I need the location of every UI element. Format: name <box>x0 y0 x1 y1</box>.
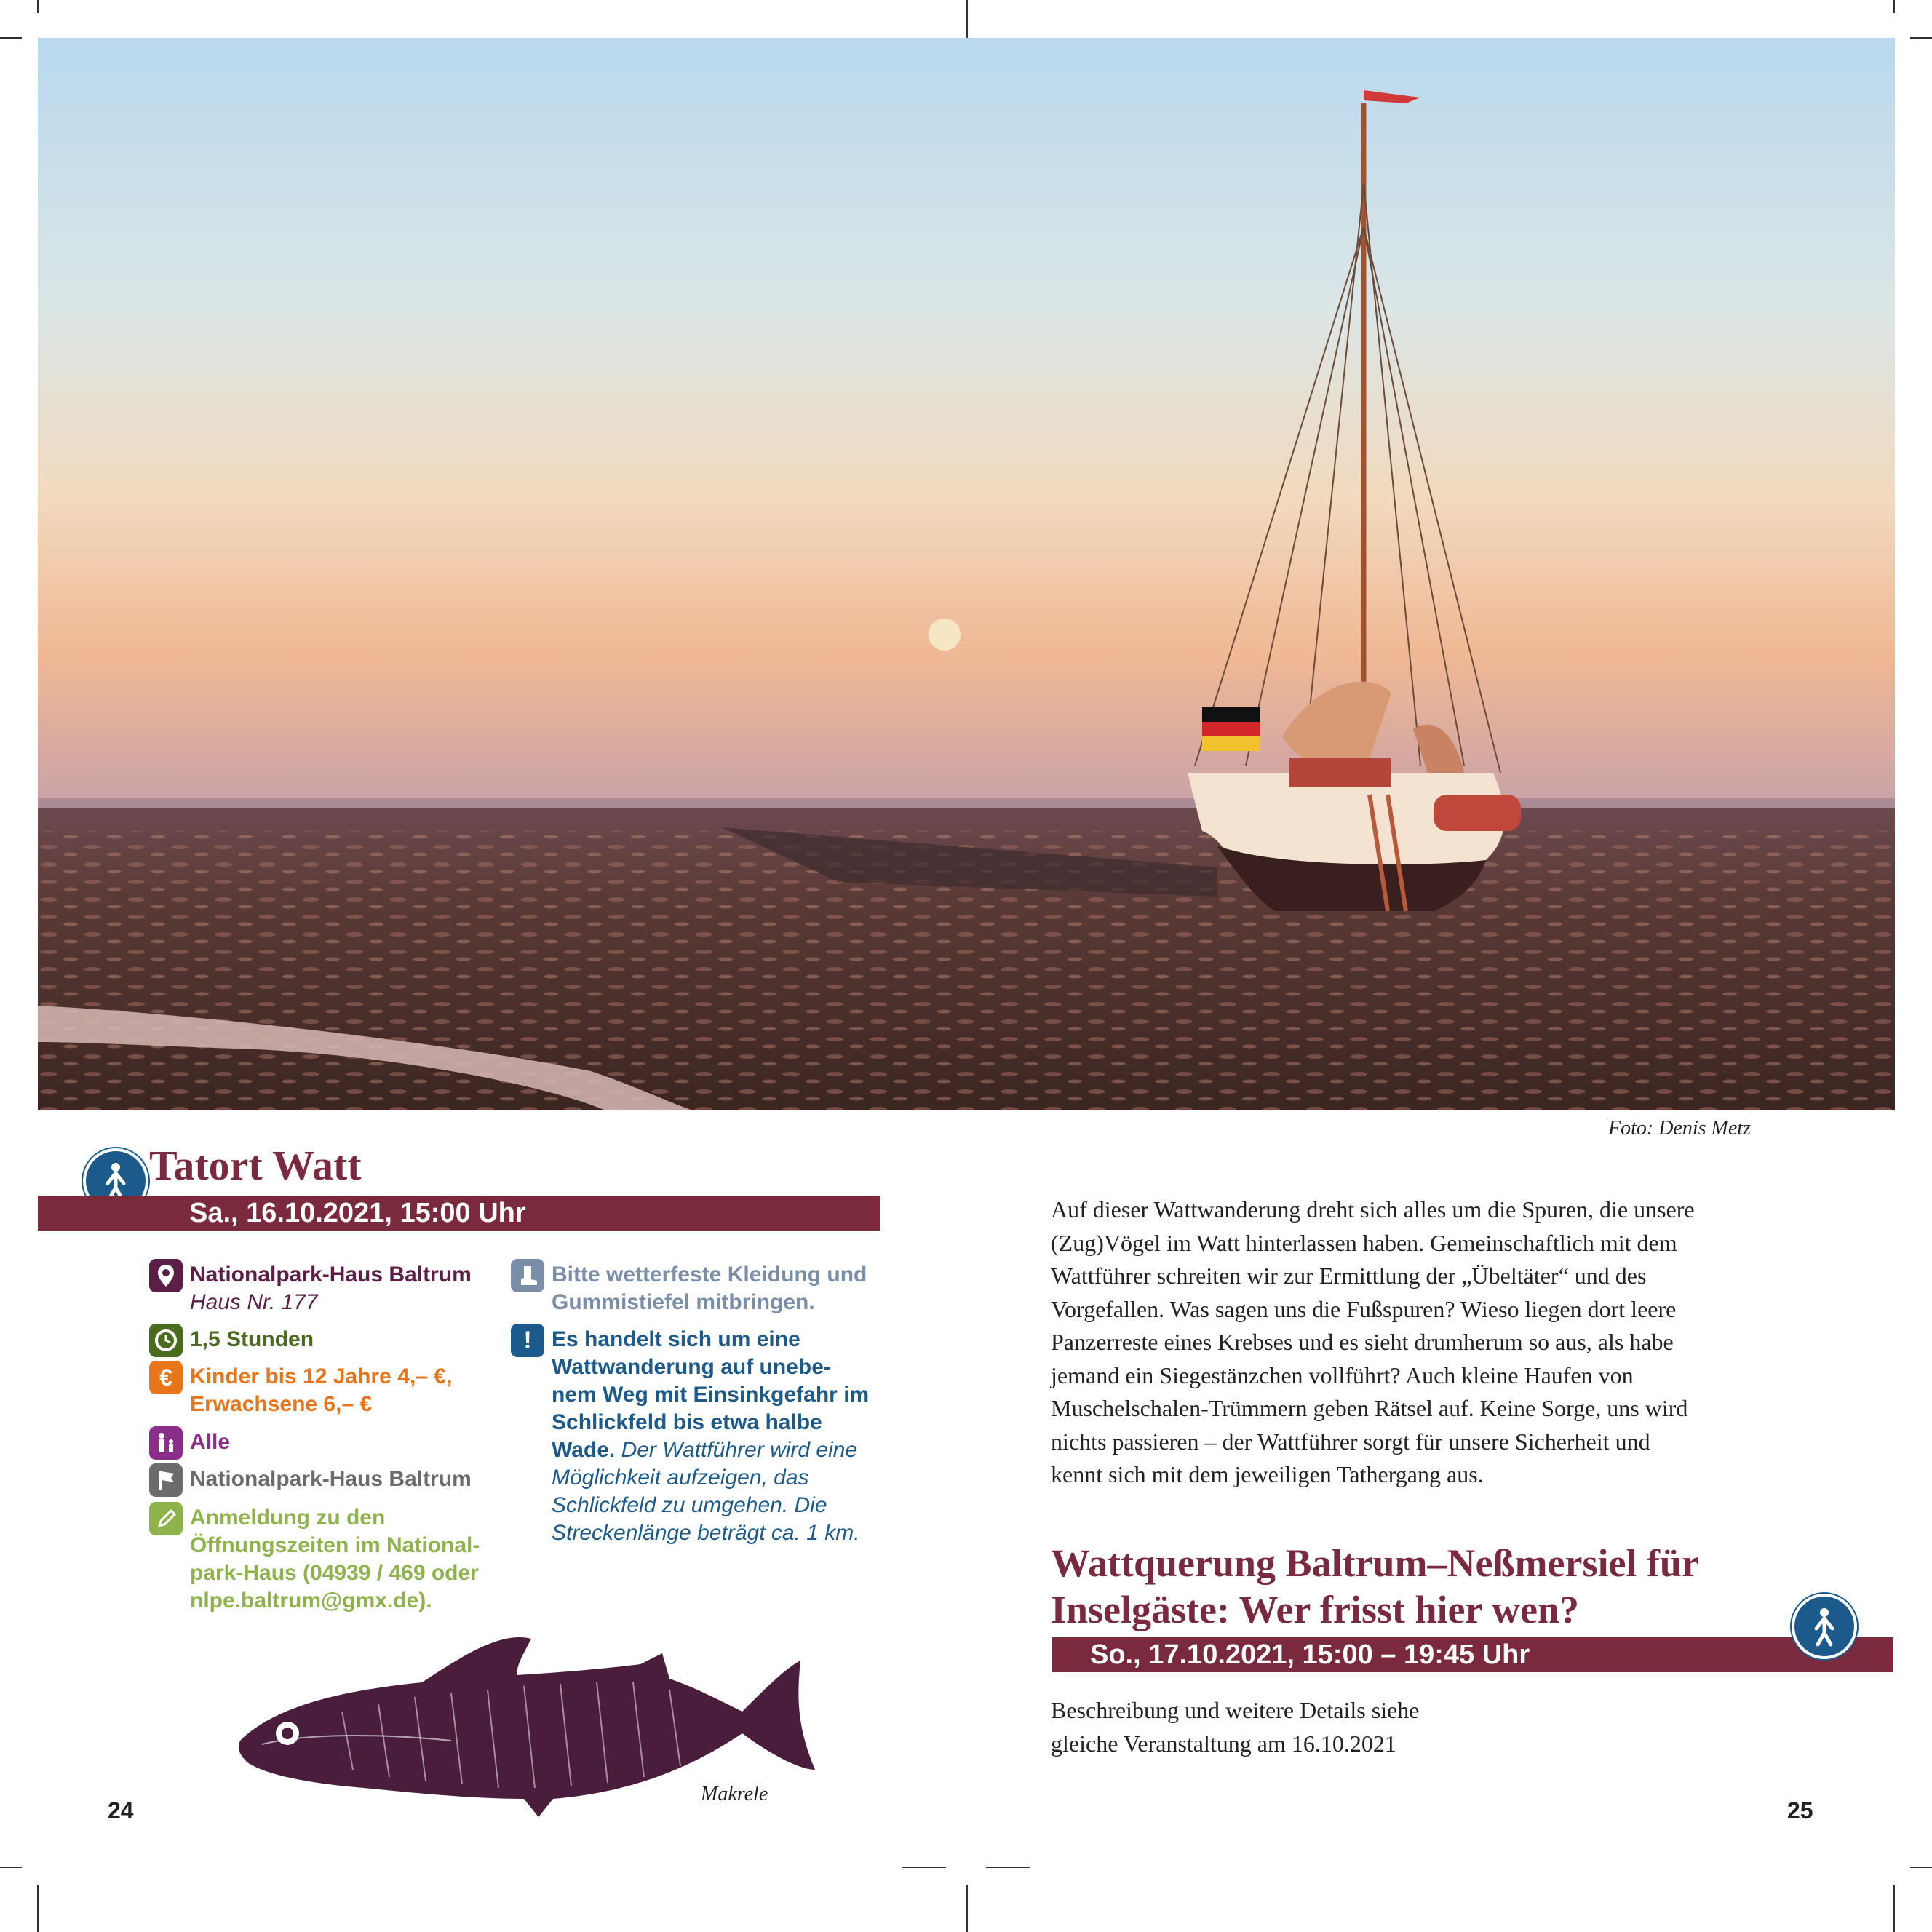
pencil-icon <box>149 1502 183 1535</box>
event2-title <box>1051 1540 1699 1633</box>
location-name: Nationalpark-Haus Baltrum <box>190 1263 472 1287</box>
equipment-info <box>511 1261 867 1316</box>
warning-line: Wattwanderung auf unebe- <box>552 1355 831 1379</box>
duration: 1,5 Stunden <box>190 1327 314 1351</box>
location-info <box>149 1261 472 1316</box>
event2-date-bar <box>1052 1637 1893 1672</box>
crop-mark <box>966 1885 968 1932</box>
warning-note: Der Wattführer wird eine <box>615 1438 858 1462</box>
warning-icon: ! <box>511 1324 544 1357</box>
crop-mark <box>1910 37 1932 39</box>
event-description <box>1051 1193 1695 1492</box>
registration-info <box>149 1504 480 1615</box>
crop-mark <box>986 1867 1030 1868</box>
event2-description <box>1051 1694 1420 1760</box>
organizer: Nationalpark-Haus Baltrum <box>190 1467 472 1491</box>
description-line: Auf dieser Wattwanderung dreht sich alles um die Spuren, die unsere <box>1051 1196 1695 1223</box>
crop-mark <box>902 1867 946 1868</box>
description-line: Wattführer schreiten wir zur Ermittlung der „Übeltäter“ und des <box>1051 1263 1647 1289</box>
event2-title-line: Inselgäste: Wer frisst hier wen? <box>1051 1588 1579 1631</box>
fish-caption: Makrele <box>701 1783 768 1805</box>
crop-mark <box>1910 1867 1932 1868</box>
equipment-line: Bitte wetterfeste Kleidung und <box>552 1263 867 1287</box>
hiking-icon <box>1792 1594 1857 1659</box>
registration-line: Öffnungszeiten im National- <box>190 1533 480 1557</box>
description-line: Muschelschalen-Trümmern geben Rätsel auf. Keine Sorge, uns wird <box>1051 1395 1688 1421</box>
audience: Alle <box>190 1430 231 1454</box>
warning-note: Möglichkeit aufzeigen, das <box>552 1466 809 1490</box>
event2-title-line: Wattquerung Baltrum–Neßmersiel für <box>1051 1541 1699 1585</box>
clock-icon <box>149 1324 183 1357</box>
flag-icon <box>149 1463 183 1497</box>
description-line: nichts passieren – der Wattführer sorgt für unsere Sicherheit und <box>1051 1428 1650 1455</box>
event2-date: So., 17.10.2021, 15:00 – 19:45 Uhr <box>1090 1639 1530 1670</box>
crop-mark <box>1893 1885 1895 1932</box>
description-line: gleiche Veranstaltung am 16.10.2021 <box>1051 1730 1396 1757</box>
crop-mark <box>0 1867 22 1868</box>
description-line: Vorgefallen. Was sagen uns die Fußspuren? Wieso liegen dort leere <box>1051 1295 1677 1322</box>
price-children: Kinder bis 12 Jahre 4,– €, <box>190 1364 453 1388</box>
warning-line: Schlickfeld bis etwa halbe <box>552 1410 822 1434</box>
event-title: Tatort Watt <box>149 1142 362 1189</box>
family-icon <box>149 1426 183 1460</box>
crop-mark <box>0 37 22 39</box>
description-line: Beschreibung und weitere Details siehe <box>1051 1697 1420 1723</box>
warning-note: Streckenlänge beträgt ca. 1 km. <box>552 1521 860 1545</box>
photo-credit: Foto: Denis Metz <box>1608 1117 1751 1140</box>
warning-line: nem Weg mit Einsinkgefahr im <box>552 1383 870 1407</box>
organizer-info <box>149 1466 472 1497</box>
crop-mark <box>37 1885 39 1932</box>
location-detail: Haus Nr. 177 <box>190 1290 318 1314</box>
price-adults: Erwachsene 6,– € <box>190 1392 373 1416</box>
audience-info <box>149 1428 230 1460</box>
page-number-left: 24 <box>108 1797 134 1824</box>
registration-line: Anmeldung zu den <box>190 1506 386 1530</box>
description-line: (Zug)Vögel im Watt hinterlassen haben. Gemeinschaftlich mit dem <box>1051 1229 1677 1256</box>
duration-info <box>149 1326 314 1357</box>
warning-line: Es handelt sich um eine <box>552 1327 800 1351</box>
warning-info <box>511 1326 869 1547</box>
warning-note: Schlickfeld zu umgehen. Die <box>552 1493 827 1517</box>
page-number-right: 25 <box>1787 1797 1813 1824</box>
description-line: Panzerreste eines Krebses und es sieht drumherum so aus, als habe <box>1051 1329 1674 1355</box>
crop-mark <box>966 0 968 44</box>
registration-line: park-Haus (04939 / 469 oder <box>190 1561 479 1585</box>
description-line: jemand ein Siegestänzchen vollführt? Auch kleine Haufen von <box>1051 1361 1634 1388</box>
location-pin-icon <box>149 1259 183 1292</box>
mackerel-illustration <box>233 1624 851 1842</box>
description-line: kennt sich mit dem jeweiligen Tathergang aus. <box>1051 1461 1484 1487</box>
crop-mark <box>1893 0 1895 13</box>
equipment-line: Gummistiefel mitbringen. <box>552 1290 815 1314</box>
euro-icon: € <box>149 1361 183 1394</box>
registration-line: nlpe.baltrum@gmx.de). <box>190 1589 432 1613</box>
hero-photo <box>38 38 1895 1110</box>
crop-mark <box>37 0 39 13</box>
price-info <box>149 1363 452 1418</box>
warning-line: Wade. <box>552 1438 616 1462</box>
boot-icon <box>511 1259 544 1292</box>
event-date-bar <box>38 1196 880 1231</box>
event-date: Sa., 16.10.2021, 15:00 Uhr <box>189 1198 526 1228</box>
